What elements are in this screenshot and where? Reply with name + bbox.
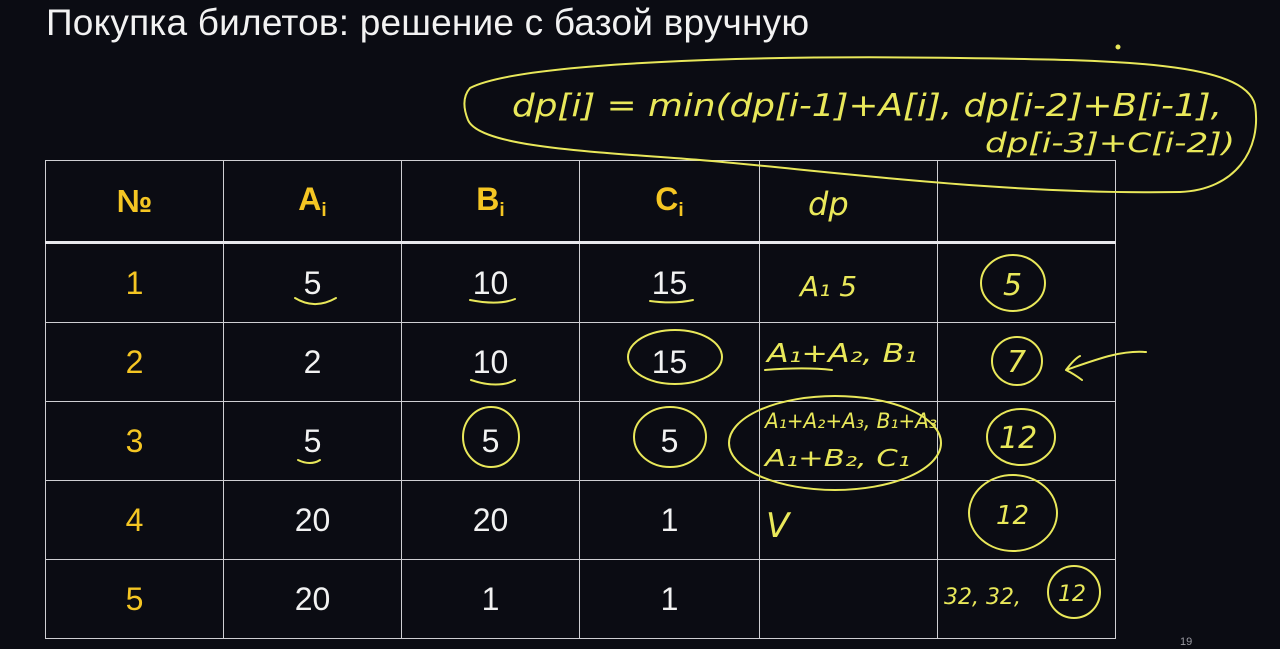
row3-dp-note-1: A₁+A₂+A₃, B₁+A₃ bbox=[763, 409, 937, 433]
table-row bbox=[46, 402, 1116, 481]
formula-line-1: dp[i] = min(dp[i-1]+A[i], dp[i-2]+B[i-1], bbox=[512, 88, 1222, 124]
cell-c: 1 bbox=[580, 560, 760, 639]
cell-c: 15 bbox=[580, 243, 760, 323]
result-4: 12 bbox=[996, 501, 1030, 531]
cell-dp bbox=[760, 560, 938, 639]
cell-result bbox=[938, 402, 1116, 481]
cell-dp bbox=[760, 402, 938, 481]
cell-result bbox=[938, 243, 1116, 323]
table-row bbox=[46, 481, 1116, 560]
header-result bbox=[938, 161, 1116, 243]
cell-dp bbox=[760, 481, 938, 560]
cell-b: 10 bbox=[402, 243, 580, 323]
row3-dp-note-2: A₁+B₂, C₁ bbox=[762, 446, 910, 472]
table-header-row bbox=[46, 161, 1116, 243]
tickets-table bbox=[45, 160, 1116, 639]
cell-b: 5 bbox=[402, 402, 580, 481]
cell-number: 5 bbox=[46, 560, 224, 639]
header-dp bbox=[760, 161, 938, 243]
table-row bbox=[46, 560, 1116, 639]
cell-c: 1 bbox=[580, 481, 760, 560]
formula-line-2: dp[i-3]+C[i-2]) bbox=[985, 128, 1235, 159]
cell-c: 15 bbox=[580, 323, 760, 402]
cell-number: 1 bbox=[46, 243, 224, 323]
header-a: $A_i$ bbox=[224, 161, 402, 243]
cell-number: 2 bbox=[46, 323, 224, 402]
result-3: 12 bbox=[999, 421, 1038, 456]
cell-b: 1 bbox=[402, 560, 580, 639]
slide-title: Покупка билетов: решение с базой вручную bbox=[46, 2, 810, 43]
cell-result bbox=[938, 323, 1116, 402]
page-number: 19 bbox=[1180, 636, 1193, 648]
ink-dot bbox=[1117, 46, 1120, 49]
dp-header-label: dp bbox=[808, 185, 849, 223]
cell-result bbox=[938, 560, 1116, 639]
cell-number: 3 bbox=[46, 402, 224, 481]
cell-result bbox=[938, 481, 1116, 560]
cell-c: 5 bbox=[580, 402, 760, 481]
cell-a: 20 bbox=[224, 560, 402, 639]
cell-a: 5 bbox=[224, 402, 402, 481]
result-5: 12 bbox=[1058, 582, 1086, 607]
cell-dp bbox=[760, 243, 938, 323]
cell-b: 20 bbox=[402, 481, 580, 560]
cell-number: 4 bbox=[46, 481, 224, 560]
cell-a: 20 bbox=[224, 481, 402, 560]
table-row bbox=[46, 243, 1116, 323]
table-row bbox=[46, 323, 1116, 402]
cell-dp bbox=[760, 323, 938, 402]
result-2: 7 bbox=[1007, 345, 1027, 380]
cell-a: 5 bbox=[224, 243, 402, 323]
row4-dp-note: V bbox=[766, 506, 790, 546]
row1-dp-note: A₁ 5 bbox=[800, 270, 858, 303]
result-5-prefix: 32, 32, bbox=[944, 585, 1021, 610]
header-b: $B_i$ bbox=[402, 161, 580, 243]
header-number: № bbox=[46, 161, 224, 243]
header-c: $C_i$ bbox=[580, 161, 760, 243]
cell-b: 10 bbox=[402, 323, 580, 402]
cell-a: 2 bbox=[224, 323, 402, 402]
result-1: 5 bbox=[1003, 268, 1023, 303]
row2-dp-note: A₁+A₂, B₁ bbox=[764, 339, 917, 369]
